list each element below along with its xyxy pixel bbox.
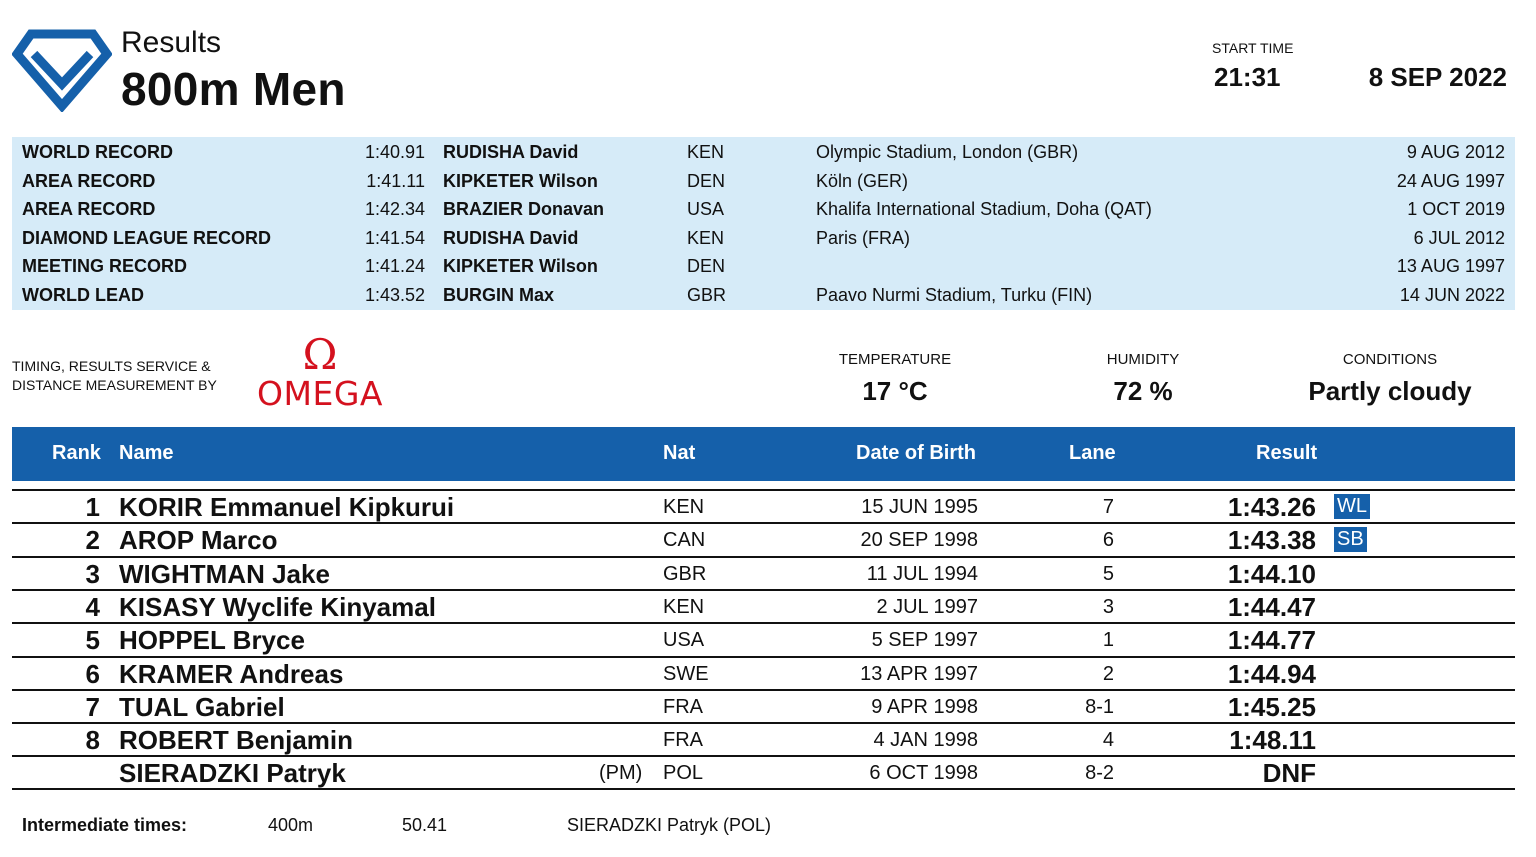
record-date: 1 OCT 2019 xyxy=(1407,199,1505,220)
header-lane: Lane xyxy=(1069,442,1116,464)
cell-result: DNF xyxy=(1262,758,1316,789)
diamond-league-logo-icon xyxy=(12,28,112,112)
record-row xyxy=(12,281,1515,310)
record-time: 1:41.54 xyxy=(364,227,425,248)
timing-sponsor-line: TIMING, RESULTS SERVICE & xyxy=(12,358,211,374)
intermediate-time: 50.41 xyxy=(402,815,448,835)
cell-dob: 15 JUN 1995 xyxy=(861,496,978,518)
record-type: DIAMOND LEAGUE RECORD xyxy=(22,227,272,248)
record-row xyxy=(12,167,1515,196)
header-name: Name xyxy=(119,442,174,464)
cell-result: 1:48.11 xyxy=(1229,725,1316,756)
table-bottom-border xyxy=(12,788,1515,790)
humidity-label: HUMIDITY xyxy=(1106,351,1180,368)
record-date: 9 AUG 2012 xyxy=(1406,142,1505,162)
cell-nat: CAN xyxy=(663,529,706,552)
cell-nat: SWE xyxy=(663,662,709,685)
cell-result: 1:43.38 xyxy=(1227,525,1316,556)
cell-lane: 8-2 xyxy=(1085,762,1114,785)
cell-dob: 6 OCT 1998 xyxy=(869,762,978,785)
cell-rank: 4 xyxy=(85,591,100,622)
humidity-value: 72 % xyxy=(1113,376,1173,406)
temperature-value: 17 °C xyxy=(862,376,928,406)
record-date: 6 JUL 2012 xyxy=(1413,227,1505,248)
cell-nat: USA xyxy=(663,629,705,652)
omega-wordmark: OMEGA xyxy=(257,374,383,413)
cell-dob: 2 JUL 1997 xyxy=(876,595,978,618)
header-nat: Nat xyxy=(663,442,696,464)
record-time: 1:41.24 xyxy=(364,256,425,277)
record-venue: Köln (GER) xyxy=(816,170,909,191)
cell-nat: KEN xyxy=(663,496,705,518)
cell-dob: 4 JAN 1998 xyxy=(873,729,978,752)
cell-name: ROBERT Benjamin xyxy=(119,725,354,756)
record-holder: KIPKETER Wilson xyxy=(443,170,598,191)
cell-dob: 13 APR 1997 xyxy=(860,662,978,685)
conditions-value: Partly cloudy xyxy=(1308,376,1472,406)
record-nat: DEN xyxy=(687,170,726,191)
cell-rank: 2 xyxy=(85,525,100,556)
record-holder: RUDISHA David xyxy=(443,142,579,162)
record-type: WORLD RECORD xyxy=(22,142,173,162)
cell-name: WIGHTMAN Jake xyxy=(119,558,330,589)
event-name: 800m Men xyxy=(121,63,346,115)
record-time: 1:42.34 xyxy=(364,199,425,220)
cell-lane: 5 xyxy=(1102,562,1114,585)
cell-name: AROP Marco xyxy=(119,525,278,556)
cell-rank: 8 xyxy=(85,725,100,756)
cell-result: 1:44.47 xyxy=(1227,591,1316,622)
cell-dob: 20 SEP 1998 xyxy=(860,529,978,552)
omega-logo xyxy=(247,330,393,414)
record-type: AREA RECORD xyxy=(22,199,156,220)
record-venue: Paris (FRA) xyxy=(816,227,910,248)
cell-result: 1:44.94 xyxy=(1227,658,1316,689)
cell-lane: 8-1 xyxy=(1085,695,1114,718)
table-row xyxy=(12,656,1515,689)
record-venue: Khalifa International Stadium, Doha (QAT) xyxy=(816,199,1152,220)
record-date: 24 AUG 1997 xyxy=(1396,170,1505,191)
record-type: AREA RECORD xyxy=(22,170,156,191)
record-nat: USA xyxy=(687,199,725,220)
cell-dob: 9 APR 1998 xyxy=(871,695,978,718)
cell-result: 1:44.77 xyxy=(1227,625,1316,656)
conditions-label: CONDITIONS xyxy=(1342,351,1438,368)
cell-nat: FRA xyxy=(663,729,703,752)
start-time-label: START TIME xyxy=(1212,40,1294,56)
cell-name: KISASY Wyclife Kinyamal xyxy=(119,591,436,622)
records-table xyxy=(12,137,1515,310)
record-date: 14 JUN 2022 xyxy=(1399,285,1505,305)
cell-dob: 5 SEP 1997 xyxy=(871,629,978,652)
table-row xyxy=(12,722,1515,755)
cell-dob: 11 JUL 1994 xyxy=(866,562,978,585)
record-holder: BRAZIER Donavan xyxy=(443,199,605,220)
results-table-header xyxy=(12,427,1515,481)
table-row xyxy=(12,689,1515,722)
cell-nat: FRA xyxy=(663,695,703,718)
record-time: 1:43.52 xyxy=(364,285,425,305)
timing-sponsor-text xyxy=(12,357,217,395)
cell-name: HOPPEL Bryce xyxy=(119,625,305,656)
temperature-label: TEMPERATURE xyxy=(838,351,952,368)
cell-name: SIERADZKI Patryk xyxy=(119,758,346,789)
record-venue: Olympic Stadium, London (GBR) xyxy=(816,142,1079,162)
cell-nat: GBR xyxy=(663,562,707,585)
record-row xyxy=(12,195,1515,224)
cell-result: 1:43.26 xyxy=(1227,492,1316,522)
record-nat: DEN xyxy=(687,256,726,277)
record-nat: KEN xyxy=(687,227,725,248)
cell-name: TUAL Gabriel xyxy=(119,691,285,722)
record-type: WORLD LEAD xyxy=(22,285,144,305)
timing-sponsor-line: DISTANCE MEASUREMENT BY xyxy=(12,377,217,393)
event-date: 8 SEP 2022 xyxy=(1368,62,1507,92)
table-row xyxy=(12,556,1515,589)
header-rank: Rank xyxy=(52,442,101,464)
cell-lane: 4 xyxy=(1102,729,1114,752)
cell-nat: POL xyxy=(663,762,704,785)
header-dob: Date of Birth xyxy=(856,442,976,464)
intermediate-label: Intermediate times: xyxy=(22,815,188,835)
page-title: Results xyxy=(121,26,222,59)
cell-rank: 7 xyxy=(85,691,100,722)
cell-result: 1:44.10 xyxy=(1227,558,1316,589)
table-row xyxy=(12,589,1515,622)
header-result: Result xyxy=(1256,442,1318,464)
record-nat: GBR xyxy=(687,285,727,305)
omega-symbol-icon: Ω xyxy=(302,330,338,379)
record-holder: KIPKETER Wilson xyxy=(443,256,598,277)
cell-rank: 6 xyxy=(85,658,100,689)
cell-nat: KEN xyxy=(663,595,705,618)
cell-lane: 3 xyxy=(1102,595,1114,618)
record-holder: RUDISHA David xyxy=(443,227,579,248)
record-row xyxy=(12,138,1515,167)
cell-lane: 1 xyxy=(1102,629,1114,652)
cell-rank: 3 xyxy=(85,558,100,589)
record-date: 13 AUG 1997 xyxy=(1396,256,1505,277)
start-time: 21:31 xyxy=(1214,62,1281,92)
cell-lane: 6 xyxy=(1102,529,1114,552)
record-row xyxy=(12,224,1515,253)
cell-rank: 5 xyxy=(85,625,100,656)
intermediate-athlete: SIERADZKI Patryk (POL) xyxy=(567,815,772,835)
cell-pacemaker-flag: (PM) xyxy=(599,762,643,785)
table-row xyxy=(12,755,1515,788)
table-row xyxy=(12,522,1515,555)
cell-result: 1:45.25 xyxy=(1227,691,1316,722)
cell-lane: 7 xyxy=(1102,496,1114,518)
intermediate-distance: 400m xyxy=(268,815,314,835)
record-type: MEETING RECORD xyxy=(22,256,188,277)
record-badge: SB xyxy=(1334,527,1367,552)
cell-lane: 2 xyxy=(1102,662,1114,685)
cell-rank: 1 xyxy=(85,492,100,522)
cell-name: KRAMER Andreas xyxy=(119,658,344,689)
table-row xyxy=(12,622,1515,655)
record-venue: Paavo Nurmi Stadium, Turku (FIN) xyxy=(816,285,1093,305)
record-nat: KEN xyxy=(687,142,725,162)
record-row xyxy=(12,252,1515,281)
record-time: 1:40.91 xyxy=(364,142,425,162)
cell-name: KORIR Emmanuel Kipkurui xyxy=(119,492,455,522)
record-holder: BURGIN Max xyxy=(443,285,555,305)
record-time: 1:41.11 xyxy=(366,170,425,191)
record-badge: WL xyxy=(1334,494,1370,519)
table-row xyxy=(12,489,1515,522)
